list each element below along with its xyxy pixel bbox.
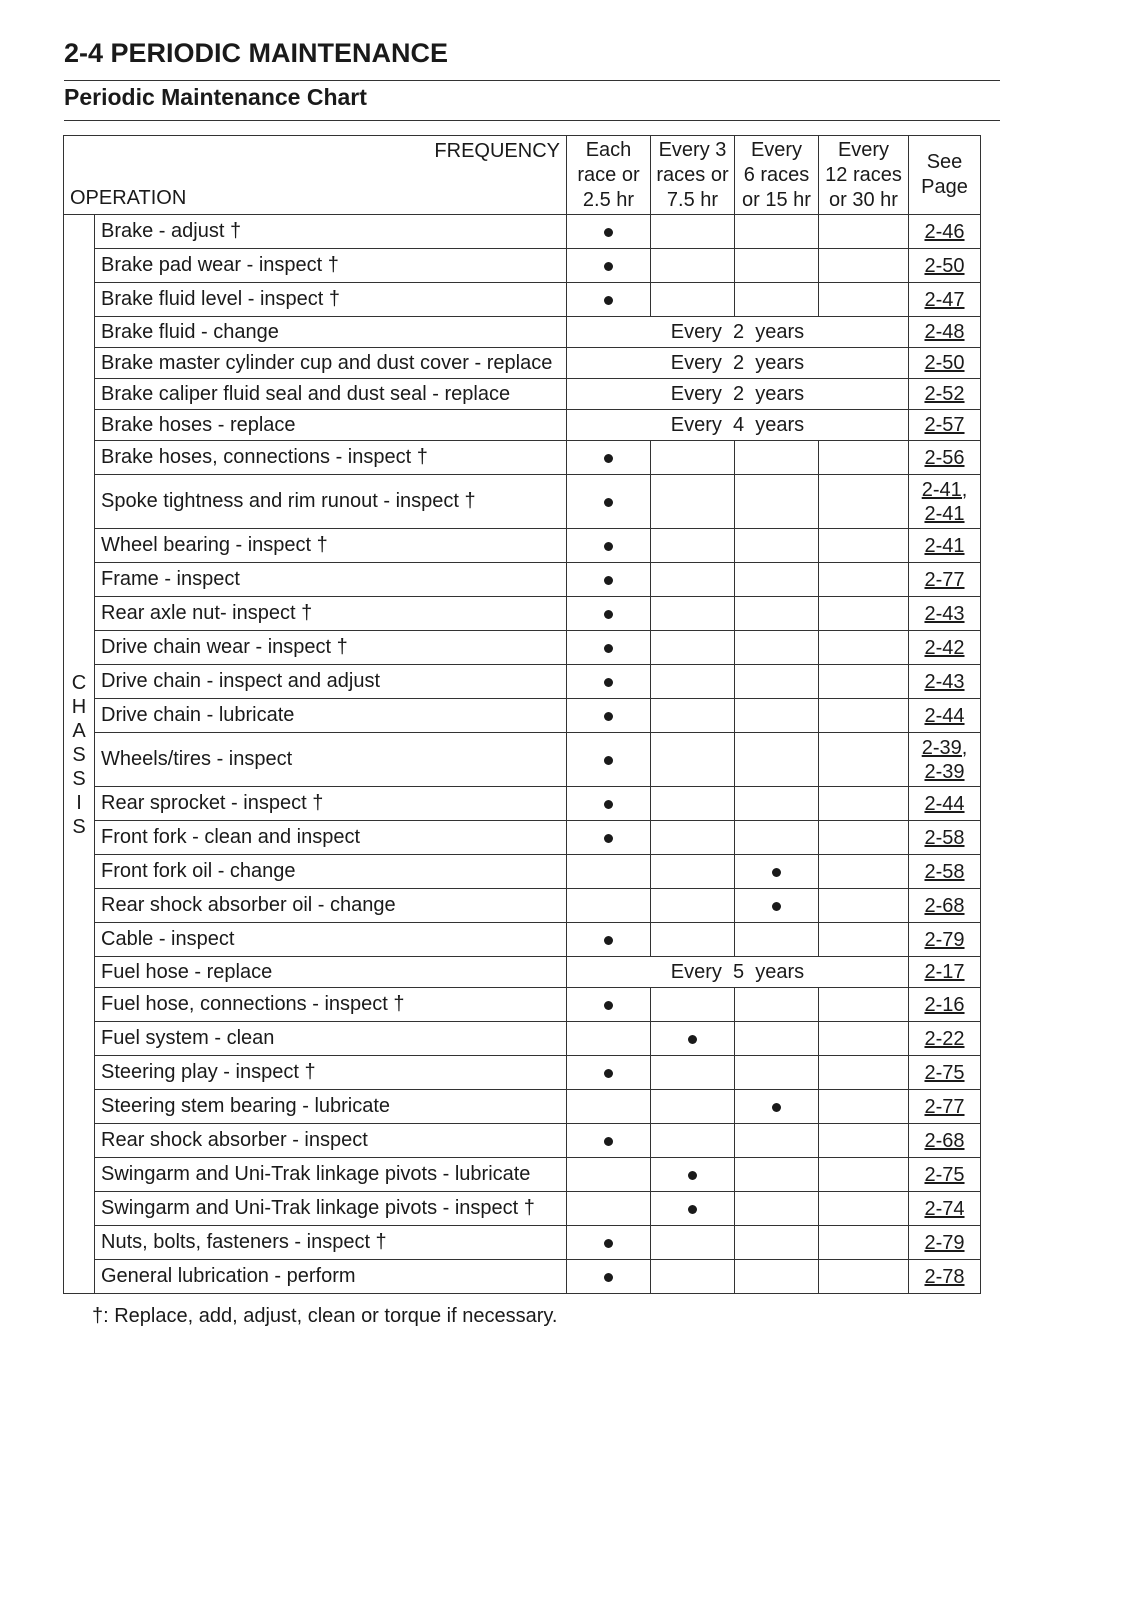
operation-cell: Wheels/tires - inspect <box>95 733 567 787</box>
table-row <box>64 379 981 410</box>
see-page-cell <box>909 1090 981 1124</box>
operation-cell: General lubrication - perform <box>95 1260 567 1294</box>
frequency-cell <box>735 1192 819 1226</box>
frequency-cell <box>735 529 819 563</box>
frequency-cell <box>819 1124 909 1158</box>
frequency-cell <box>651 441 735 475</box>
chart-title: Periodic Maintenance Chart <box>64 84 367 110</box>
frequency-cell <box>567 665 651 699</box>
bullet-icon <box>604 1069 613 1078</box>
frequency-cell <box>567 1090 651 1124</box>
chart-body <box>64 215 981 1294</box>
frequency-cell <box>735 631 819 665</box>
group-letter: H <box>71 696 87 718</box>
interval-cell: Every 4 years <box>567 410 909 441</box>
frequency-cell <box>819 1090 909 1124</box>
frequency-cell <box>735 988 819 1022</box>
frequency-cell <box>651 1090 735 1124</box>
operation-cell: Nuts, bolts, fasteners - inspect † <box>95 1226 567 1260</box>
table-row <box>64 283 981 317</box>
bullet-icon <box>604 1239 613 1248</box>
bullet-icon <box>604 228 613 237</box>
frequency-cell <box>819 787 909 821</box>
bullet-icon <box>604 454 613 463</box>
operation-cell: Wheel bearing - inspect † <box>95 529 567 563</box>
page-reference-link[interactable]: 2-50 <box>924 352 965 374</box>
frequency-cell <box>651 215 735 249</box>
frequency-cell <box>567 215 651 249</box>
column-header-see-page: See Page <box>909 136 981 215</box>
see-page-cell <box>909 441 981 475</box>
frequency-cell <box>651 821 735 855</box>
table-row <box>64 475 981 529</box>
table-row <box>64 1090 981 1124</box>
frequency-cell <box>567 563 651 597</box>
frequency-cell <box>735 1158 819 1192</box>
see-page-cell <box>909 563 981 597</box>
frequency-cell <box>735 475 819 529</box>
frequency-cell <box>819 249 909 283</box>
operation-cell: Drive chain - inspect and adjust <box>95 665 567 699</box>
operation-cell: Steering stem bearing - lubricate <box>95 1090 567 1124</box>
see-page-cell <box>909 631 981 665</box>
page-title: 2-4 PERIODIC MAINTENANCE <box>64 38 449 68</box>
operation-cell: Spoke tightness and rim runout - inspect † <box>95 475 567 529</box>
group-letter: S <box>72 744 86 766</box>
operation-cell: Steering play - inspect † <box>95 1056 567 1090</box>
frequency-cell <box>651 733 735 787</box>
operation-cell: Rear sprocket - inspect † <box>95 787 567 821</box>
frequency-cell <box>567 1056 651 1090</box>
frequency-cell <box>567 597 651 631</box>
operation-cell: Brake master cylinder cup and dust cover - replace <box>95 348 567 379</box>
interval-cell: Every 2 years <box>567 348 909 379</box>
operation-cell: Drive chain - lubricate <box>95 699 567 733</box>
frequency-cell <box>819 1158 909 1192</box>
see-page-cell <box>909 1056 981 1090</box>
page-reference-link[interactable]: 2-75 <box>924 1061 965 1084</box>
see-page-cell <box>909 348 981 379</box>
operation-cell: Brake fluid - change <box>95 317 567 348</box>
see-page-cell <box>909 529 981 563</box>
bullet-icon <box>688 1171 697 1180</box>
frequency-cell <box>819 821 909 855</box>
frequency-cell <box>567 988 651 1022</box>
page-reference-link[interactable]: 2-75 <box>924 1163 965 1186</box>
see-page-cell <box>909 475 981 529</box>
page-reference-link[interactable]: 2-39, <box>921 736 968 759</box>
frequency-cell <box>819 475 909 529</box>
frequency-cell <box>819 699 909 733</box>
frequency-cell <box>651 787 735 821</box>
frequency-cell <box>651 597 735 631</box>
table-row <box>64 665 981 699</box>
frequency-cell <box>735 855 819 889</box>
bullet-icon <box>604 576 613 585</box>
frequency-cell <box>819 631 909 665</box>
group-letter: S <box>72 816 86 838</box>
see-page-cell <box>909 733 981 787</box>
frequency-cell <box>567 475 651 529</box>
page-reference-link[interactable]: 2-57 <box>924 414 965 436</box>
page-reference-link[interactable]: 2-39 <box>924 760 965 783</box>
frequency-cell <box>819 283 909 317</box>
frequency-cell <box>651 475 735 529</box>
see-page-cell <box>909 1124 981 1158</box>
operation-cell: Swingarm and Uni-Trak linkage pivots - lubricate <box>95 1158 567 1192</box>
page-reference-link[interactable]: 2-79 <box>924 928 965 951</box>
page-reference-link[interactable]: 2-16 <box>924 993 965 1016</box>
page-reference-link[interactable]: 2-22 <box>924 1027 965 1050</box>
operation-cell: Rear axle nut- inspect † <box>95 597 567 631</box>
table-row <box>64 317 981 348</box>
operation-cell: Cable - inspect <box>95 923 567 957</box>
frequency-cell <box>819 1056 909 1090</box>
see-page-cell <box>909 1226 981 1260</box>
frequency-cell <box>567 1226 651 1260</box>
page-reference-link[interactable]: 2-42 <box>924 636 965 659</box>
frequency-cell <box>735 923 819 957</box>
table-row <box>64 821 981 855</box>
interval-cell: Every 5 years <box>567 957 909 988</box>
frequency-cell <box>567 631 651 665</box>
see-page-cell <box>909 1192 981 1226</box>
see-page-cell <box>909 665 981 699</box>
frequency-cell <box>819 529 909 563</box>
operation-cell: Brake pad wear - inspect † <box>95 249 567 283</box>
frequency-cell <box>651 1260 735 1294</box>
see-page-cell <box>909 410 981 441</box>
operation-cell: Brake caliper fluid seal and dust seal - replace <box>95 379 567 410</box>
frequency-cell <box>735 249 819 283</box>
group-letter: C <box>71 672 87 694</box>
frequency-cell <box>819 1260 909 1294</box>
frequency-cell <box>819 855 909 889</box>
interval-cell: Every 2 years <box>567 379 909 410</box>
frequency-cell <box>819 889 909 923</box>
operation-cell: Rear shock absorber - inspect <box>95 1124 567 1158</box>
operation-cell: Brake - adjust † <box>95 215 567 249</box>
operation-cell: Rear shock absorber oil - change <box>95 889 567 923</box>
group-letter: A <box>72 720 86 742</box>
frequency-cell <box>651 1124 735 1158</box>
bullet-icon <box>604 1137 613 1146</box>
frequency-cell <box>735 821 819 855</box>
frequency-cell <box>651 889 735 923</box>
frequency-cell <box>735 1090 819 1124</box>
bullet-icon <box>604 936 613 945</box>
bullet-icon <box>772 868 781 877</box>
frequency-cell <box>651 855 735 889</box>
see-page-cell <box>909 1260 981 1294</box>
see-page-cell <box>909 283 981 317</box>
page-reference-link[interactable]: 2-41 <box>924 502 965 525</box>
bullet-icon <box>604 678 613 687</box>
table-row <box>64 215 981 249</box>
group-letter: I <box>76 792 82 814</box>
page-reference-link[interactable]: 2-74 <box>924 1197 965 1220</box>
frequency-cell <box>567 855 651 889</box>
table-row <box>64 529 981 563</box>
page-reference-link[interactable]: 2-58 <box>924 826 965 849</box>
see-page-cell <box>909 1022 981 1056</box>
frequency-cell <box>735 563 819 597</box>
page-reference-link[interactable]: 2-56 <box>924 446 965 469</box>
page-reference-link[interactable]: 2-17 <box>924 961 965 983</box>
frequency-cell <box>567 529 651 563</box>
table-row <box>64 1056 981 1090</box>
frequency-cell <box>819 1022 909 1056</box>
table-row <box>64 348 981 379</box>
column-header-each-race: Each race or 2.5 hr <box>567 136 651 215</box>
frequency-cell <box>735 441 819 475</box>
frequency-cell <box>735 597 819 631</box>
frequency-cell <box>735 665 819 699</box>
frequency-cell <box>567 441 651 475</box>
operation-cell: Swingarm and Uni-Trak linkage pivots - inspect † <box>95 1192 567 1226</box>
table-row <box>64 1124 981 1158</box>
column-header-every-6-races: Every 6 races or 15 hr <box>735 136 819 215</box>
see-page-cell <box>909 215 981 249</box>
see-page-cell <box>909 787 981 821</box>
frequency-cell <box>651 699 735 733</box>
page-reference-link[interactable]: 2-47 <box>924 288 965 311</box>
frequency-cell <box>819 665 909 699</box>
footnote: †: Replace, add, adjust, clean or torque if necessary. <box>92 1305 558 1327</box>
see-page-cell <box>909 1158 981 1192</box>
page-reference-link[interactable]: 2-44 <box>924 704 965 727</box>
page-reference-link[interactable]: 2-79 <box>924 1231 965 1254</box>
chassis-group-label <box>64 215 95 1294</box>
bullet-icon <box>772 902 781 911</box>
frequency-cell <box>735 1124 819 1158</box>
table-row <box>64 597 981 631</box>
frequency-cell <box>567 1260 651 1294</box>
frequency-cell <box>819 988 909 1022</box>
frequency-cell <box>819 923 909 957</box>
title-rule <box>64 80 1000 81</box>
operation-cell: Fuel hose, connections - inspect † <box>95 988 567 1022</box>
see-page-cell <box>909 821 981 855</box>
bullet-icon <box>604 644 613 653</box>
table-row <box>64 563 981 597</box>
frequency-cell <box>651 1226 735 1260</box>
frequency-cell <box>735 1226 819 1260</box>
see-page-cell <box>909 855 981 889</box>
see-page-cell <box>909 923 981 957</box>
frequency-cell <box>567 283 651 317</box>
operation-cell: Brake hoses, connections - inspect † <box>95 441 567 475</box>
bullet-icon <box>688 1035 697 1044</box>
column-header-every-12-races: Every 12 races or 30 hr <box>819 136 909 215</box>
frequency-cell <box>651 923 735 957</box>
frequency-cell <box>819 733 909 787</box>
operation-cell: Fuel hose - replace <box>95 957 567 988</box>
operation-label: OPERATION <box>70 187 187 209</box>
table-row <box>64 410 981 441</box>
table-row <box>64 957 981 988</box>
page-reference-link[interactable]: 2-43 <box>924 602 965 625</box>
table-row <box>64 441 981 475</box>
maintenance-chart <box>63 135 981 1294</box>
frequency-cell <box>567 733 651 787</box>
operation-cell: Brake fluid level - inspect † <box>95 283 567 317</box>
frequency-cell <box>567 923 651 957</box>
table-row <box>64 787 981 821</box>
table-row <box>64 733 981 787</box>
see-page-cell <box>909 957 981 988</box>
page-reference-link[interactable]: 2-77 <box>924 1095 965 1118</box>
frequency-cell <box>567 1022 651 1056</box>
table-row <box>64 1192 981 1226</box>
page-reference-link[interactable]: 2-58 <box>924 860 965 883</box>
frequency-cell <box>651 1192 735 1226</box>
bullet-icon <box>604 610 613 619</box>
page-reference-link[interactable]: 2-52 <box>924 383 965 405</box>
frequency-cell <box>651 563 735 597</box>
frequency-cell <box>819 597 909 631</box>
bullet-icon <box>604 296 613 305</box>
frequency-cell <box>735 215 819 249</box>
page-reference-link[interactable]: 2-48 <box>924 321 965 343</box>
see-page-cell <box>909 597 981 631</box>
frequency-label: FREQUENCY <box>434 140 560 162</box>
frequency-cell <box>819 441 909 475</box>
frequency-cell <box>735 733 819 787</box>
header-row <box>64 136 981 215</box>
frequency-cell <box>567 821 651 855</box>
bullet-icon <box>688 1205 697 1214</box>
frequency-cell <box>819 215 909 249</box>
group-letter: S <box>72 768 86 790</box>
bullet-icon <box>604 542 613 551</box>
frequency-cell <box>735 1022 819 1056</box>
frequency-cell <box>651 1022 735 1056</box>
bullet-icon <box>604 1273 613 1282</box>
bullet-icon <box>604 834 613 843</box>
table-row <box>64 923 981 957</box>
frequency-cell <box>819 563 909 597</box>
bullet-icon <box>604 262 613 271</box>
frequency-cell <box>567 699 651 733</box>
frequency-cell <box>651 529 735 563</box>
see-page-cell <box>909 249 981 283</box>
interval-cell: Every 2 years <box>567 317 909 348</box>
see-page-cell <box>909 699 981 733</box>
column-header-every-3-races: Every 3 races or 7.5 hr <box>651 136 735 215</box>
table-row <box>64 988 981 1022</box>
frequency-cell <box>567 1124 651 1158</box>
frequency-cell <box>567 889 651 923</box>
page-reference-link[interactable]: 2-43 <box>924 670 965 693</box>
see-page-cell <box>909 889 981 923</box>
operation-cell: Brake hoses - replace <box>95 410 567 441</box>
bullet-icon <box>604 712 613 721</box>
frequency-cell <box>567 787 651 821</box>
frequency-cell <box>651 249 735 283</box>
frequency-cell <box>651 988 735 1022</box>
table-row <box>64 889 981 923</box>
page-reference-link[interactable]: 2-77 <box>924 568 965 591</box>
page-reference-link[interactable]: 2-50 <box>924 254 965 277</box>
operation-cell: Frame - inspect <box>95 563 567 597</box>
table-row <box>64 1226 981 1260</box>
bullet-icon <box>604 1001 613 1010</box>
frequency-cell <box>819 1192 909 1226</box>
page-reference-link[interactable]: 2-41, <box>921 478 968 501</box>
operation-cell: Front fork oil - change <box>95 855 567 889</box>
bullet-icon <box>604 800 613 809</box>
frequency-cell <box>651 665 735 699</box>
frequency-cell <box>735 1260 819 1294</box>
frequency-cell <box>651 631 735 665</box>
frequency-cell <box>735 1056 819 1090</box>
frequency-cell <box>567 249 651 283</box>
table-row <box>64 249 981 283</box>
corner-header-cell <box>64 136 567 215</box>
see-page-cell <box>909 317 981 348</box>
table-row <box>64 855 981 889</box>
see-page-cell <box>909 379 981 410</box>
operation-cell: Fuel system - clean <box>95 1022 567 1056</box>
frequency-cell <box>735 699 819 733</box>
table-row <box>64 699 981 733</box>
page-reference-link[interactable]: 2-78 <box>924 1265 965 1288</box>
table-row <box>64 1158 981 1192</box>
bullet-icon <box>772 1103 781 1112</box>
frequency-cell <box>567 1158 651 1192</box>
frequency-cell <box>651 1158 735 1192</box>
frequency-cell <box>651 1056 735 1090</box>
table-row <box>64 1260 981 1294</box>
frequency-cell <box>735 787 819 821</box>
frequency-cell <box>567 1192 651 1226</box>
page-reference-link[interactable]: 2-68 <box>924 894 965 917</box>
bullet-icon <box>604 756 613 765</box>
page-reference-link[interactable]: 2-68 <box>924 1129 965 1152</box>
table-row <box>64 1022 981 1056</box>
frequency-cell <box>735 889 819 923</box>
operation-cell: Front fork - clean and inspect <box>95 821 567 855</box>
frequency-cell <box>819 1226 909 1260</box>
page-reference-link[interactable]: 2-44 <box>924 792 965 815</box>
bullet-icon <box>604 498 613 507</box>
table-row <box>64 631 981 665</box>
page-reference-link[interactable]: 2-41 <box>924 534 965 557</box>
frequency-cell <box>651 283 735 317</box>
see-page-cell <box>909 988 981 1022</box>
operation-cell: Drive chain wear - inspect † <box>95 631 567 665</box>
subtitle-rule <box>64 120 1000 121</box>
frequency-cell <box>735 283 819 317</box>
page-reference-link[interactable]: 2-46 <box>924 220 965 243</box>
